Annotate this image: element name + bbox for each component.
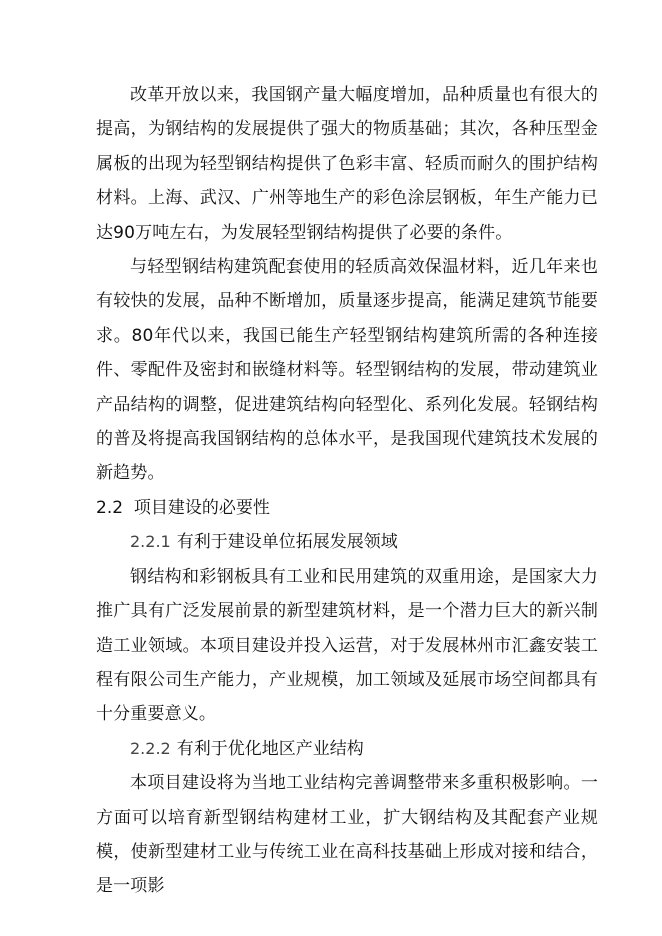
paragraph-insulation-materials: 与轻型钢结构建筑配套使用的轻质高效保温材料，近几年来也有较快的发展，品种不断增加，质量逐步提高，能满足建筑节能要求。80年代以来，我国已能生产轻型钢结构建筑所需的各种连接件、零配件及密封和嵌缝材料等。轻型钢结构的发展，带动建筑业产品结构的调整，促进建筑结构向轻型化、系列化发展。轻钢结构的普及将提高我国钢结构的总体水平，是我国现代建筑技术发展的新趋势。: [96, 257, 598, 484]
subsection-number-1: 2.2.1: [130, 532, 171, 552]
paragraph-subsection-1: 钢结构和彩钢板具有工业和民用建筑的双重用途，是国家大力推广具有广泛发展前景的新型建筑材料，是一个潜力巨大的新兴制造工业领域。本项目建设并投入运营，对于发展林州市汇鑫安装工程有限公司生产能力，产业规模，加工领域及延展市场空间都具有十分重要意义。: [96, 566, 598, 725]
paragraph-subsection-2: 本项目建设将为当地工业结构完善调整带来多重积极影响。一方面可以培育新型钢结构建材工业，扩大钢结构及其配套产业规模，使新型建材工业与传统工业在高科技基础上形成对接和结合，是一项影: [96, 773, 598, 897]
section-number: 2.2: [96, 497, 124, 518]
subsection-number-2: 2.2.2: [130, 738, 171, 758]
section-heading: [96, 491, 598, 525]
subsection-title-1: 有利于建设单位拓展发展领域: [176, 532, 398, 553]
subsection-heading-2: [96, 732, 598, 766]
paragraph-steel-production: 改革开放以来，我国钢产量大幅度增加，品种质量也有很大的提高，为钢结构的发展提供了强大的物质基础；其次，各种压型金属板的出现为轻型钢结构提供了色彩丰富、轻质而耐久的围护结构材料。上海、武汉、广州等地生产的彩色涂层钢板，年生产能力已达90万吨左右，为发展轻型钢结构提供了必要的条件。: [96, 85, 598, 243]
subsection-heading-1: [96, 525, 598, 559]
subsection-title-2: 有利于优化地区产业结构: [176, 738, 364, 759]
section-title: 项目建设的必要性: [133, 497, 270, 518]
document-page: [96, 78, 598, 904]
